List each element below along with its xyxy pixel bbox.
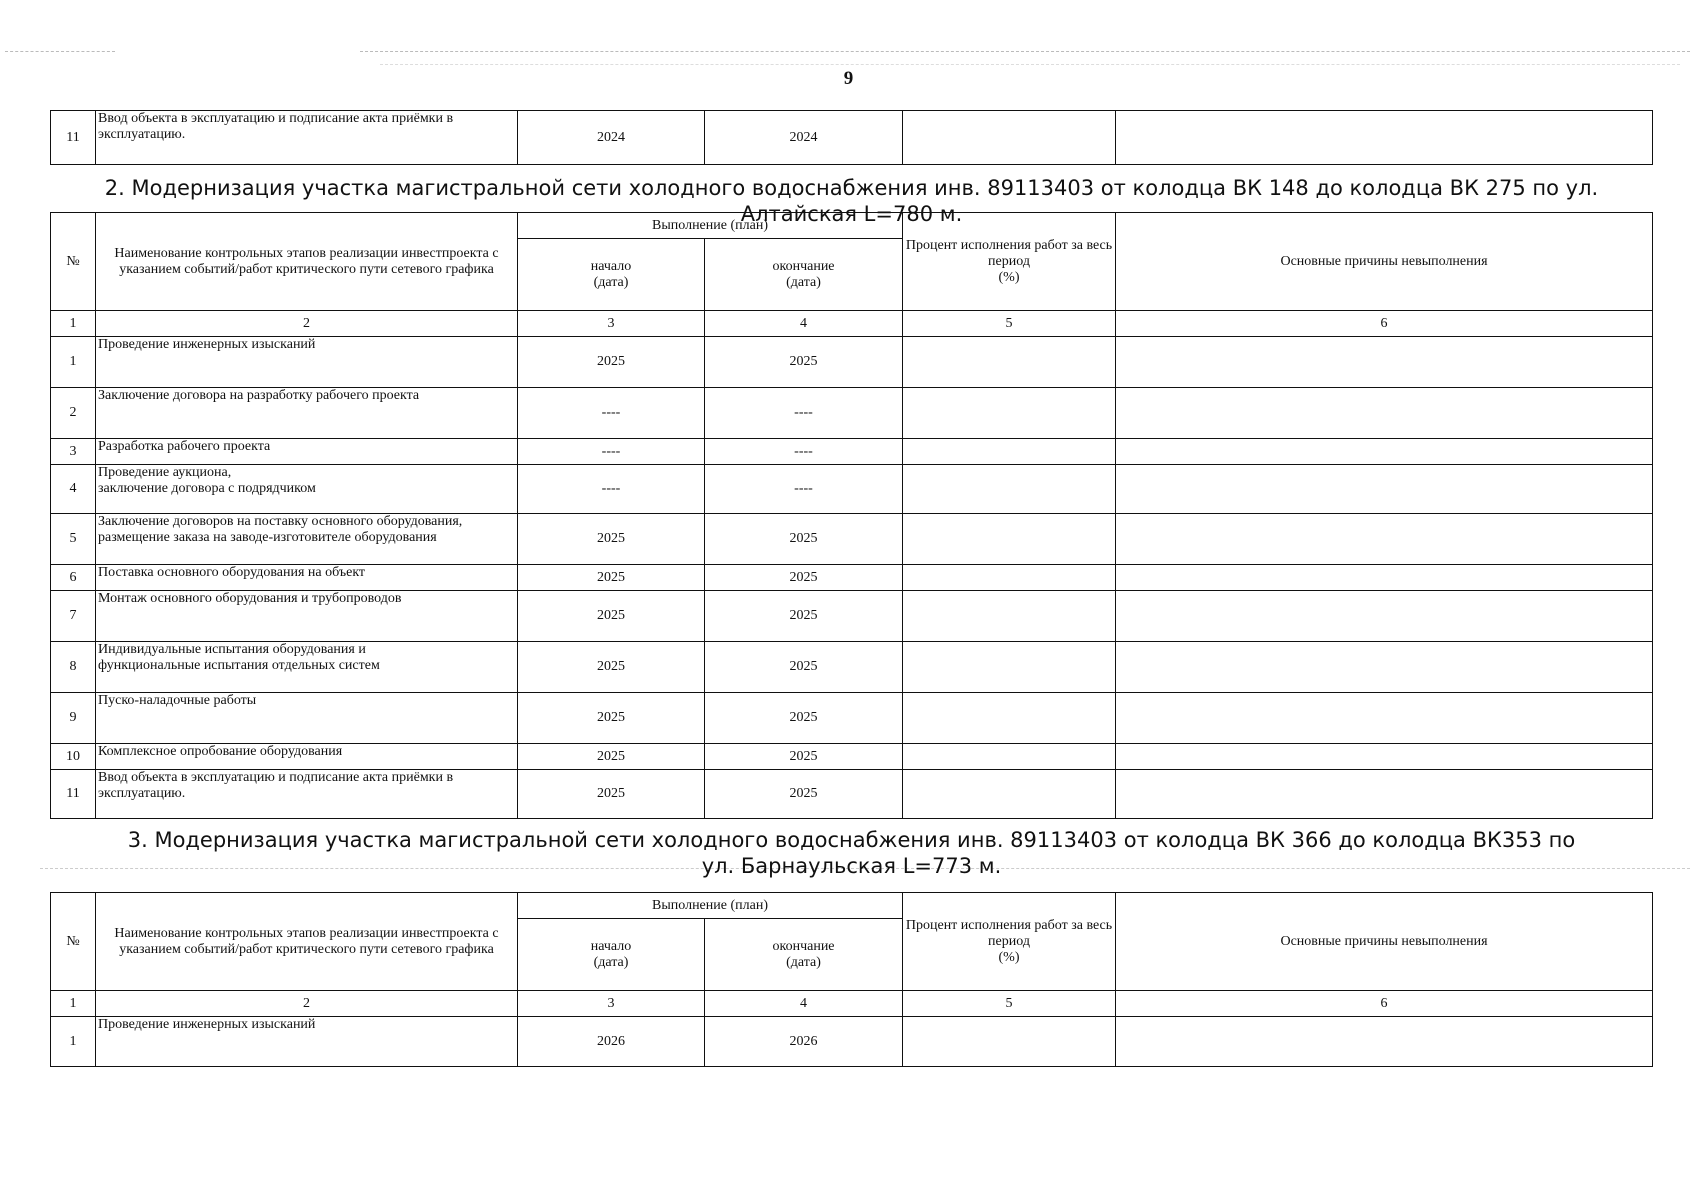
header-stage-name: Наименование контрольных этапов реализации инвестпроекта с указанием событий/работ критического пути сетевого графика [96, 893, 518, 991]
reasons-cell [1116, 439, 1653, 465]
row-number: 8 [51, 642, 96, 693]
col-number: 1 [51, 311, 96, 337]
scan-line [380, 64, 1680, 65]
reasons-cell [1116, 591, 1653, 642]
table-row [51, 591, 1653, 642]
section3-title-line1: 3. Модернизация участка магистральной сети холодного водоснабжения инв. 89113403 от колодца ВК 366 до колодца ВК353 по [127, 828, 1576, 852]
start-date: 2025 [518, 565, 705, 591]
col-number: 6 [1116, 311, 1653, 337]
header-stage-name: Наименование контрольных этапов реализации инвестпроекта с указанием событий/работ критического пути сетевого графика [96, 213, 518, 311]
col-number: 2 [96, 311, 518, 337]
page-number: 9 [843, 68, 854, 89]
row-number: 7 [51, 591, 96, 642]
end-date: ---- [705, 388, 903, 439]
reasons-cell [1116, 388, 1653, 439]
top-continuation-table [50, 110, 1653, 165]
column-numbers-row [51, 311, 1653, 337]
stage-name: Проведение инженерных изысканий [96, 337, 518, 388]
col-number: 2 [96, 991, 518, 1017]
scan-line [360, 51, 1690, 52]
end-date: 2024 [705, 111, 903, 165]
header-end: окончание (дата) [705, 919, 903, 991]
table-row [51, 565, 1653, 591]
start-date: ---- [518, 465, 705, 514]
section2-table [50, 212, 1653, 819]
reasons-cell [1116, 111, 1653, 165]
stage-name: Проведение инженерных изысканий [96, 1017, 518, 1067]
row-number: 2 [51, 388, 96, 439]
stage-name: Комплексное опробование оборудования [96, 744, 518, 770]
header-end: окончание (дата) [705, 239, 903, 311]
col-number: 5 [903, 991, 1116, 1017]
col-number: 4 [705, 991, 903, 1017]
percent-cell [903, 337, 1116, 388]
percent-cell [903, 770, 1116, 819]
column-numbers-row [51, 991, 1653, 1017]
table-row [51, 1017, 1653, 1067]
reasons-cell [1116, 642, 1653, 693]
stage-name: Монтаж основного оборудования и трубопроводов [96, 591, 518, 642]
reasons-cell [1116, 514, 1653, 565]
stage-name: Поставка основного оборудования на объект [96, 565, 518, 591]
table-row [51, 693, 1653, 744]
start-date: 2024 [518, 111, 705, 165]
reasons-cell [1116, 337, 1653, 388]
stage-name: Проведение аукциона, заключение договора с подрядчиком [96, 465, 518, 514]
percent-cell [903, 111, 1116, 165]
reasons-cell [1116, 1017, 1653, 1067]
percent-cell [903, 465, 1116, 514]
row-number: 1 [51, 1017, 96, 1067]
col-number: 6 [1116, 991, 1653, 1017]
section3-title-line2: ул. Барнаульская L=773 м. [701, 854, 1002, 878]
end-date: ---- [705, 465, 903, 514]
row-number: 11 [51, 770, 96, 819]
row-number: 1 [51, 337, 96, 388]
header-percent: Процент исполнения работ за весь период (%) [903, 213, 1116, 311]
stage-name: Заключение договора на разработку рабочего проекта [96, 388, 518, 439]
col-number: 3 [518, 311, 705, 337]
start-date: 2026 [518, 1017, 705, 1067]
start-date: 2025 [518, 770, 705, 819]
reasons-cell [1116, 565, 1653, 591]
end-date: 2025 [705, 642, 903, 693]
table-row [51, 465, 1653, 514]
header-num: № [51, 213, 96, 311]
percent-cell [903, 744, 1116, 770]
end-date: ---- [705, 439, 903, 465]
table-row [51, 770, 1653, 819]
start-date: 2025 [518, 514, 705, 565]
stage-name: Ввод объекта в эксплуатацию и подписание акта приёмки в эксплуатацию. [96, 770, 518, 819]
reasons-cell [1116, 770, 1653, 819]
end-date: 2026 [705, 1017, 903, 1067]
table-row [51, 642, 1653, 693]
header-reasons: Основные причины невыполнения [1116, 213, 1653, 311]
reasons-cell [1116, 465, 1653, 514]
percent-cell [903, 1017, 1116, 1067]
col-number: 5 [903, 311, 1116, 337]
stage-name: Разработка рабочего проекта [96, 439, 518, 465]
end-date: 2025 [705, 337, 903, 388]
stage-name: Заключение договоров на поставку основного оборудования, размещение заказа на заводе-изготовителе оборудования [96, 514, 518, 565]
start-date: 2025 [518, 693, 705, 744]
end-date: 2025 [705, 514, 903, 565]
end-date: 2025 [705, 693, 903, 744]
percent-cell [903, 591, 1116, 642]
row-number: 11 [51, 111, 96, 165]
percent-cell [903, 388, 1116, 439]
start-date: 2025 [518, 744, 705, 770]
row-number: 6 [51, 565, 96, 591]
scan-line [5, 51, 115, 52]
header-start: начало (дата) [518, 239, 705, 311]
percent-cell [903, 693, 1116, 744]
table-row [51, 337, 1653, 388]
start-date: ---- [518, 388, 705, 439]
percent-cell [903, 565, 1116, 591]
percent-cell [903, 514, 1116, 565]
start-date: ---- [518, 439, 705, 465]
section3-table [50, 892, 1653, 1067]
start-date: 2025 [518, 337, 705, 388]
row-number: 9 [51, 693, 96, 744]
stage-name: Ввод объекта в эксплуатацию и подписание акта приёмки в эксплуатацию. [96, 111, 518, 165]
start-date: 2025 [518, 591, 705, 642]
percent-cell [903, 439, 1116, 465]
end-date: 2025 [705, 565, 903, 591]
table-row [51, 388, 1653, 439]
table-row [51, 514, 1653, 565]
header-num: № [51, 893, 96, 991]
row-number: 4 [51, 465, 96, 514]
row-number: 5 [51, 514, 96, 565]
row-number: 10 [51, 744, 96, 770]
end-date: 2025 [705, 770, 903, 819]
table-row [51, 439, 1653, 465]
header-plan: Выполнение (план) [518, 893, 903, 919]
reasons-cell [1116, 744, 1653, 770]
col-number: 1 [51, 991, 96, 1017]
percent-cell [903, 642, 1116, 693]
start-date: 2025 [518, 642, 705, 693]
table-row [51, 744, 1653, 770]
end-date: 2025 [705, 744, 903, 770]
table-row [51, 111, 1653, 165]
header-start: начало (дата) [518, 919, 705, 991]
header-plan: Выполнение (план) [518, 213, 903, 239]
stage-name: Индивидуальные испытания оборудования и функциональные испытания отдельных систем [96, 642, 518, 693]
stage-name: Пуско-наладочные работы [96, 693, 518, 744]
end-date: 2025 [705, 591, 903, 642]
col-number: 3 [518, 991, 705, 1017]
header-reasons: Основные причины невыполнения [1116, 893, 1653, 991]
reasons-cell [1116, 693, 1653, 744]
col-number: 4 [705, 311, 903, 337]
section2-title: 2. Модернизация участка магистральной сети холодного водоснабжения инв. 89113403 от колодца ВК 148 до колодца ВК 275 по ул. Алтайская L=780 м. [104, 176, 1599, 226]
header-percent: Процент исполнения работ за весь период (%) [903, 893, 1116, 991]
row-number: 3 [51, 439, 96, 465]
